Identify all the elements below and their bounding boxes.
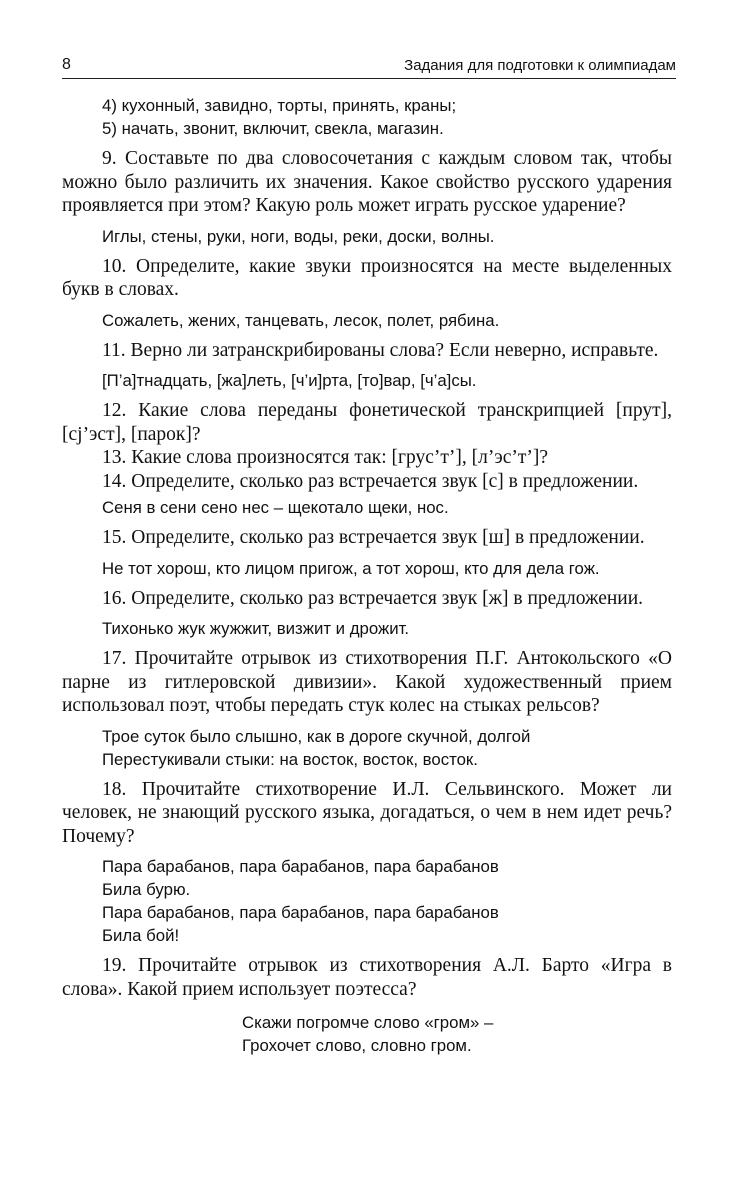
poem-line: Трое суток было слышно, как в дороге скучной, долгой <box>102 726 531 746</box>
task-10: 10. Определите, какие звуки произносятся на месте выделенных букв в словах. <box>62 255 672 300</box>
sample-text: Иглы, стены, руки, ноги, воды, реки, доски, волны. <box>102 226 495 246</box>
page-number: 8 <box>62 56 71 73</box>
sample-text: [П’а]тнадцать, [жа]леть, [ч’и]рта, [то]вар, [ч’а]сы. <box>102 371 477 390</box>
sample-text: Не тот хорош, кто лицом пригож, а тот хорош, кто для дела гож. <box>102 558 600 578</box>
poem-line: Пара барабанов, пара барабанов, пара барабанов <box>102 903 499 922</box>
list-item: 5) начать, звонит, включит, свекла, магазин. <box>102 119 444 138</box>
sample-text: Сеня в сени сено нес – щекотало щеки, нос. <box>102 498 449 517</box>
poem-line: Пара барабанов, пара барабанов, пара барабанов <box>102 857 499 876</box>
poem-line: Била бурю. <box>102 880 191 899</box>
running-title: Задания для подготовки к олимпиадам <box>404 57 676 74</box>
poem-line: Скажи погромче слово «гром» – <box>242 1013 494 1032</box>
task-11: 11. Верно ли затранскрибированы слова? Если неверно, исправьте. <box>102 339 659 361</box>
task-14: 14. Определите, сколько раз встречается звук [с] в предложении. <box>102 470 639 492</box>
task-17: 17. Прочитайте отрывок из стихотворения П.Г. Антокольского «О парне из гитлеровской дивизии». Какой художественный прием использовал поэт, чтобы передать стук колес на стыках рельсов? <box>62 648 672 716</box>
poem-line: Била бой! <box>102 926 180 945</box>
sample-text: Сожалеть, жених, танцевать, лесок, полет, рябина. <box>102 310 500 330</box>
task-15: 15. Определите, сколько раз встречается звук [ш] в предложении. <box>102 527 645 548</box>
task-18: 18. Прочитайте стихотворение И.Л. Сельвинского. Может ли человек, не знающий русского языка, догадаться, о чем в нем идет речь? Почему? <box>62 778 672 847</box>
list-item: 4) кухонный, завидно, торты, принять, краны; <box>102 96 457 115</box>
poem-line: Грохочет слово, словно гром. <box>242 1036 472 1055</box>
task-12: 12. Какие слова переданы фонетической транскрипцией [прут], [сj’эст], [парок]? <box>62 400 672 445</box>
poem-line: Перестукивали стыки: на восток, восток, восток. <box>102 749 478 769</box>
task-19: 19. Прочитайте отрывок из стихотворения А.Л. Барто «Игра в слова». Какой прием использует поэтесса? <box>62 955 672 1000</box>
task-9: 9. Составьте по два словосочетания с каждым словом так, чтобы можно было различить их значения. Какое свойство русского ударения проявляется при этом? Какую роль может играть русское ударение? <box>62 148 672 216</box>
task-16: 16. Определите, сколько раз встречается звук [ж] в предложении. <box>102 587 644 609</box>
sample-text: Тихонько жук жужжит, визжит и дрожит. <box>102 619 410 638</box>
page-content <box>62 94 672 1057</box>
book-page <box>62 0 676 1181</box>
page-header <box>62 54 676 79</box>
task-13: 13. Какие слова произносятся так: [грус’т’], [л’эс’т’]? <box>102 447 549 468</box>
